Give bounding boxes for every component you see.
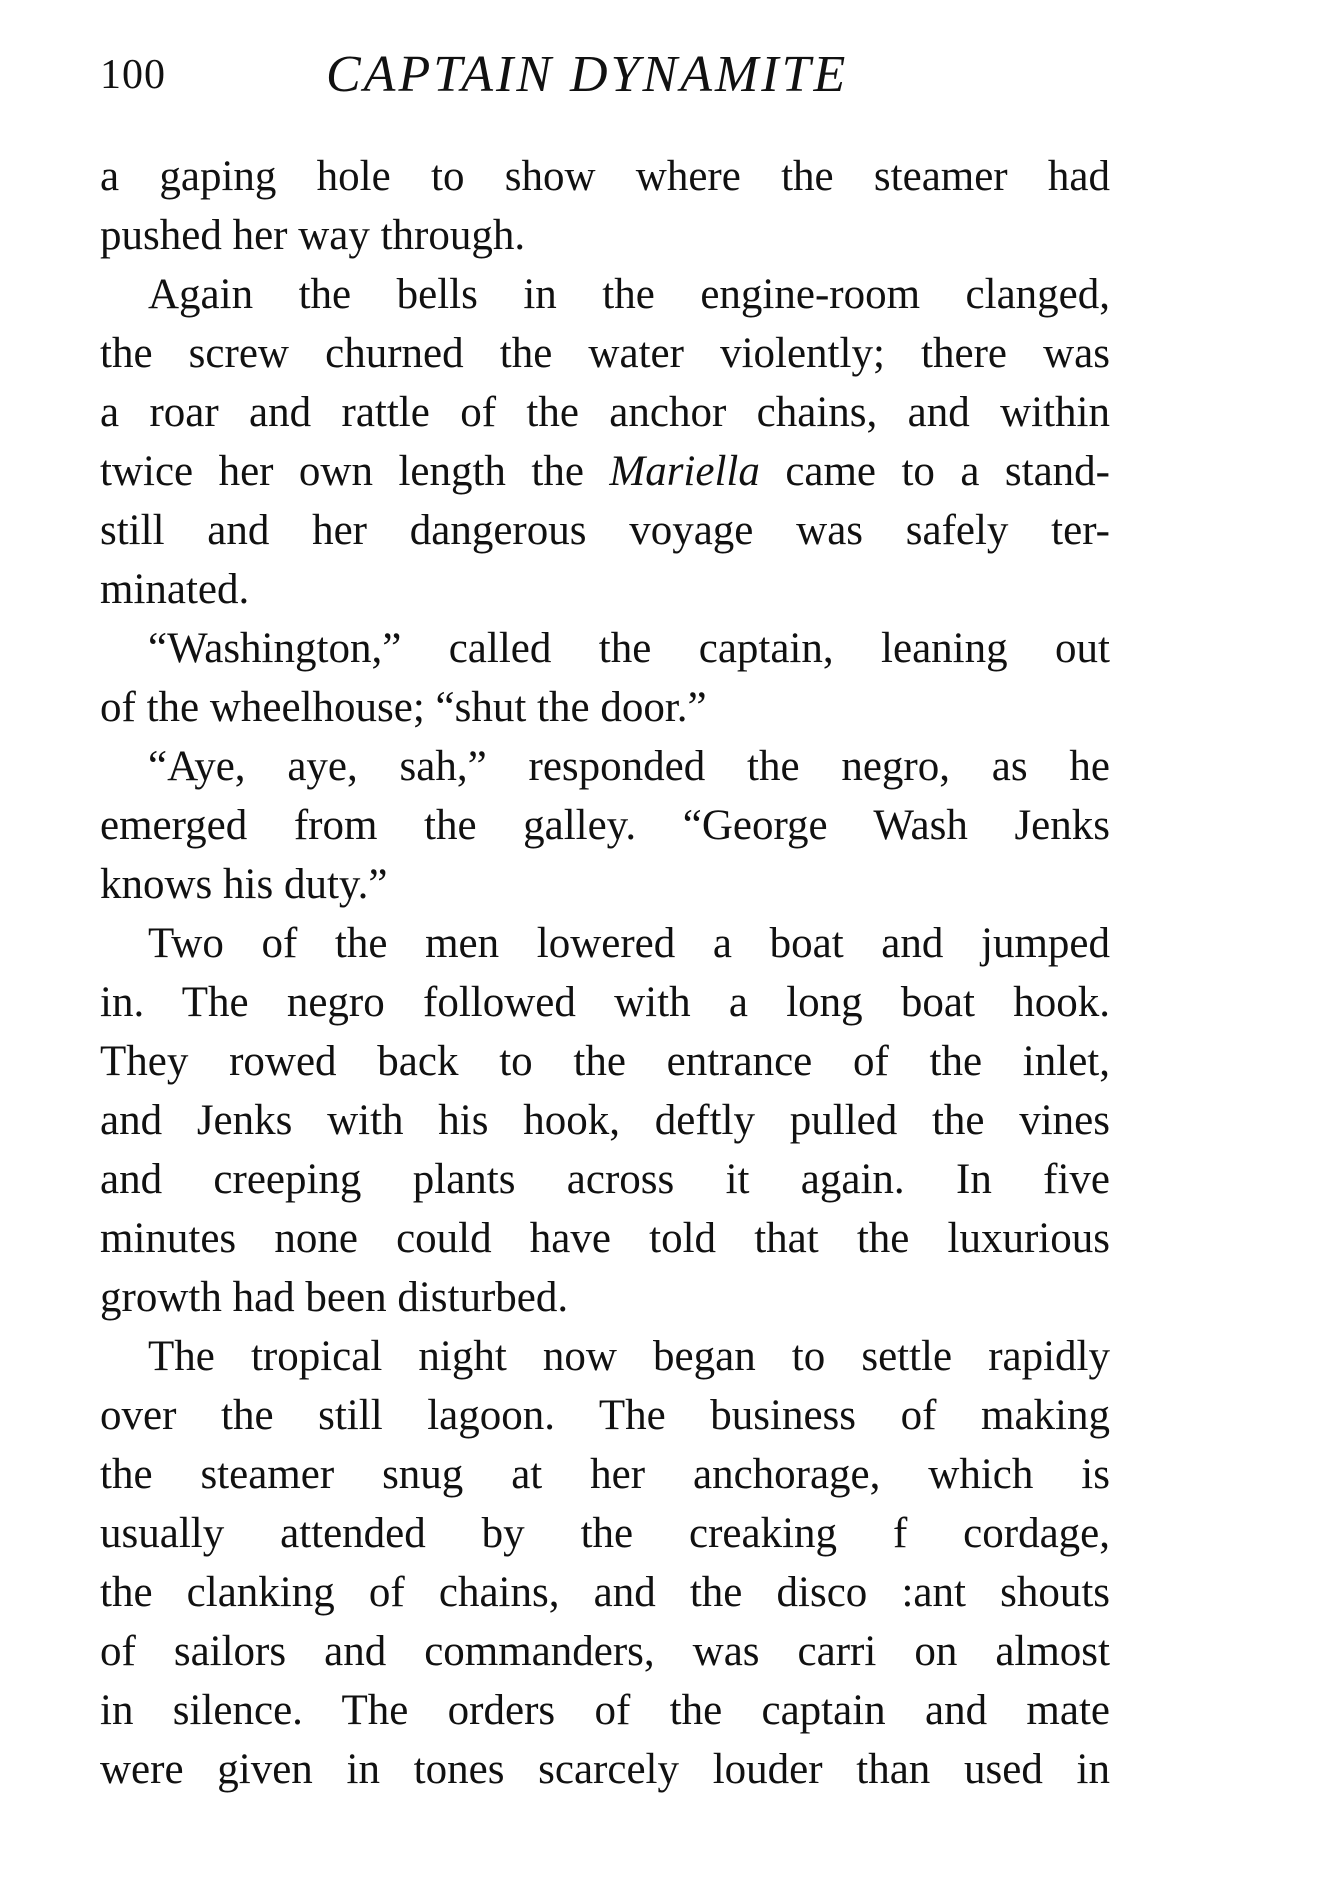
text-line: a roar and rattle of the anchor chains, and within: [100, 389, 1110, 436]
text-line: They rowed back to the entrance of the inlet,: [100, 1038, 1110, 1085]
text-line: Again the bells in the engine-room clanged,: [148, 271, 1110, 318]
text-line: were given in tones scarcely louder than used in: [100, 1746, 1110, 1793]
running-head: CAPTAIN DYNAMITE: [326, 46, 849, 103]
text-line: minated.: [100, 566, 250, 613]
text-line: growth had been disturbed.: [100, 1274, 569, 1321]
text-line: of the wheelhouse; “shut the door.”: [100, 684, 707, 731]
page-header: [100, 45, 1110, 105]
text-line: [100, 442, 1110, 501]
text-line: the screw churned the water violently; there was: [100, 330, 1110, 377]
text-line: usually attended by the creaking f cordage,: [100, 1510, 1110, 1557]
text-line: the clanking of chains, and the disco :ant shouts: [100, 1569, 1110, 1616]
text-line: knows his duty.”: [100, 861, 388, 908]
text-line: emerged from the galley. “George Wash Jenks: [100, 802, 1110, 849]
body-text: [100, 147, 1110, 1799]
text-line: and creeping plants across it again. In five: [100, 1156, 1110, 1203]
ship-name: Mariella: [609, 448, 760, 495]
text-line: The tropical night now began to settle rapidly: [148, 1333, 1110, 1380]
text-line: Two of the men lowered a boat and jumped: [148, 920, 1110, 967]
text-span: came to a stand-: [759, 448, 1110, 495]
text-line: minutes none could have told that the luxurious: [100, 1215, 1110, 1262]
text-line: pushed her way through.: [100, 212, 526, 259]
text-line: in silence. The orders of the captain and mate: [100, 1687, 1110, 1734]
page-number: 100: [100, 52, 166, 98]
text-line: and Jenks with his hook, deftly pulled the vines: [100, 1097, 1110, 1144]
text-line: in. The negro followed with a long boat hook.: [100, 979, 1110, 1026]
text-line: the steamer snug at her anchorage, which is: [100, 1451, 1110, 1498]
text-line: of sailors and commanders, was carri on almost: [100, 1628, 1110, 1675]
text-span: twice her own length the: [100, 448, 610, 495]
text-line: over the still lagoon. The business of making: [100, 1392, 1110, 1439]
text-line: “Washington,” called the captain, leaning out: [148, 625, 1110, 672]
text-line: “Aye, aye, sah,” responded the negro, as he: [148, 743, 1110, 790]
text-line: still and her dangerous voyage was safely ter-: [100, 507, 1110, 554]
text-line: a gaping hole to show where the steamer had: [100, 153, 1110, 200]
